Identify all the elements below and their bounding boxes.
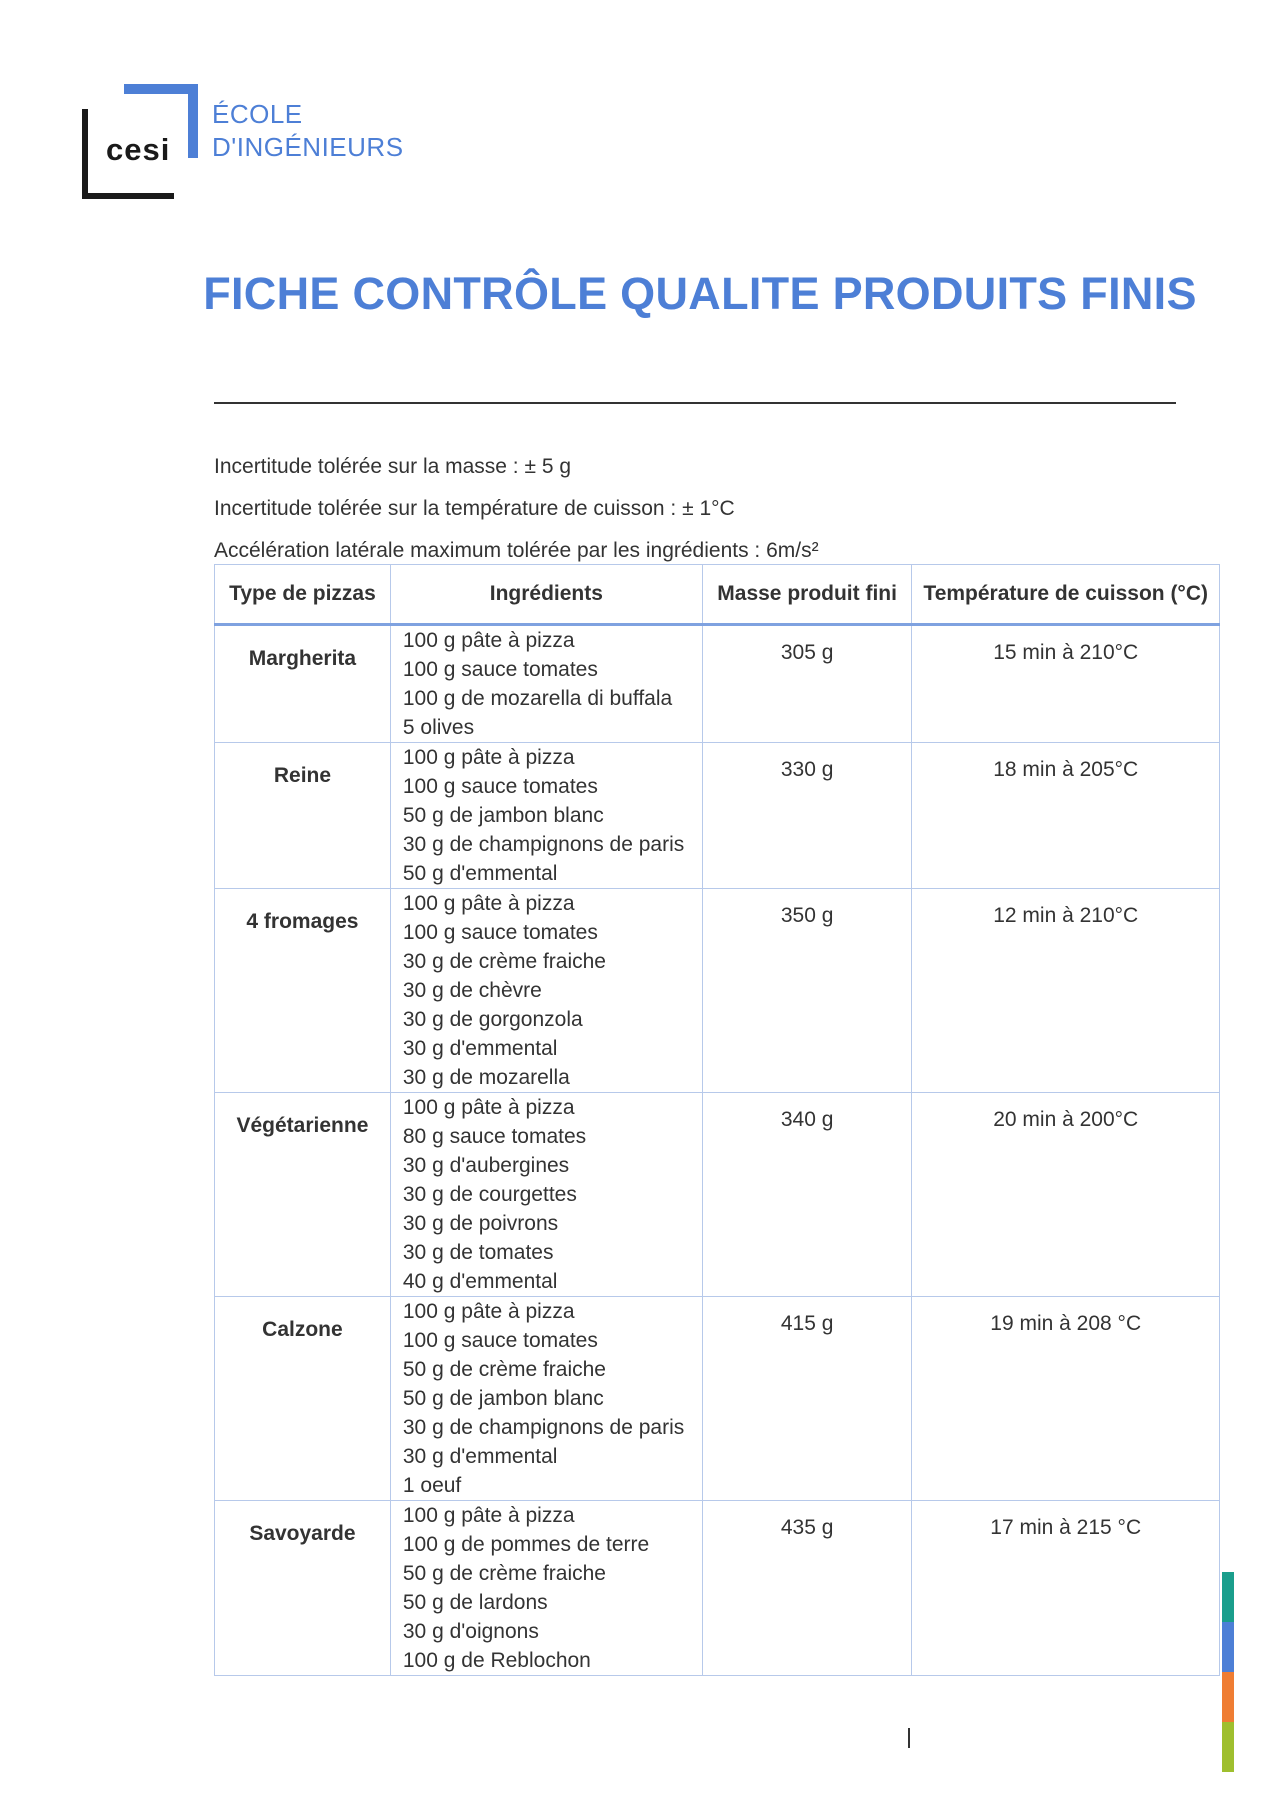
mass-cell: 435 g	[702, 1501, 912, 1676]
table-row	[215, 1093, 1220, 1297]
logo-school-line2: D'INGÉNIEURS	[212, 132, 404, 162]
ingredient-line: 100 g de mozarella di buffala	[402, 687, 673, 710]
ingredients-cell	[390, 625, 702, 743]
table-row	[215, 743, 1220, 889]
cooking-cell: 15 min à 210°C	[912, 625, 1220, 743]
side-bar-blue	[1222, 1622, 1234, 1672]
table-row	[215, 625, 1220, 743]
pizza-type-cell: Savoyarde	[215, 1501, 391, 1676]
ingredient-line: 100 g pâte à pizza	[402, 1300, 575, 1323]
ingredient-line: 30 g de crème fraiche	[402, 950, 606, 973]
ingredient-line: 50 g de jambon blanc	[402, 1387, 604, 1410]
ingredient-line: 50 g d'emmental	[402, 862, 558, 885]
ingredient-line: 30 g d'emmental	[402, 1445, 558, 1468]
header-type: Type de pizzas	[215, 565, 391, 625]
table-row	[215, 1297, 1220, 1501]
ingredients-cell	[390, 1297, 702, 1501]
ingredients-cell	[390, 1093, 702, 1297]
header-mass: Masse produit fini	[702, 565, 912, 625]
ingredient-line: 100 g sauce tomates	[402, 658, 598, 681]
ingredients-cell	[390, 1501, 702, 1676]
ingredient-line: 100 g de Reblochon	[402, 1649, 591, 1672]
ingredient-line: 30 g de gorgonzola	[402, 1008, 583, 1031]
ingredient-line: 30 g de courgettes	[402, 1183, 577, 1206]
quality-table	[214, 564, 1220, 1676]
spec-mass: Incertitude tolérée sur la masse : ± 5 g	[214, 455, 572, 478]
mass-cell: 415 g	[702, 1297, 912, 1501]
ingredient-line: 100 g de pommes de terre	[402, 1533, 650, 1556]
header-ingredients: Ingrédients	[390, 565, 702, 625]
logo-brand: cesi	[106, 132, 171, 167]
ingredient-line: 100 g sauce tomates	[402, 775, 598, 798]
ingredient-line: 40 g d'emmental	[402, 1270, 558, 1293]
ingredient-line: 100 g sauce tomates	[402, 1329, 598, 1352]
ingredient-line: 100 g pâte à pizza	[402, 746, 575, 769]
ingredient-line: 50 g de crème fraiche	[402, 1358, 606, 1381]
side-bar-green	[1222, 1722, 1234, 1772]
ingredient-line: 50 g de jambon blanc	[402, 804, 604, 827]
page-marker	[908, 1728, 910, 1748]
cooking-cell: 18 min à 205°C	[912, 743, 1220, 889]
page-title: FICHE CONTRÔLE QUALITE PRODUITS FINIS	[203, 268, 1197, 319]
pizza-type-cell: Margherita	[215, 625, 391, 743]
ingredient-line: 100 g pâte à pizza	[402, 1096, 575, 1119]
side-bar-teal	[1222, 1572, 1234, 1622]
mass-cell: 330 g	[702, 743, 912, 889]
ingredient-line: 80 g sauce tomates	[402, 1125, 587, 1148]
ingredients-cell	[390, 743, 702, 889]
table-header-row	[215, 565, 1220, 625]
mass-cell: 350 g	[702, 889, 912, 1093]
cooking-cell: 20 min à 200°C	[912, 1093, 1220, 1297]
ingredient-line: 30 g de champignons de paris	[402, 1416, 685, 1439]
ingredient-line: 30 g de champignons de paris	[402, 833, 685, 856]
ingredient-line: 30 g d'aubergines	[402, 1154, 570, 1177]
ingredient-line: 30 g de mozarella	[402, 1066, 570, 1089]
cesi-logo	[82, 84, 402, 199]
ingredient-line: 100 g sauce tomates	[402, 921, 598, 944]
logo-school-name	[212, 98, 404, 164]
pizza-type-cell: Calzone	[215, 1297, 391, 1501]
spec-temperature: Incertitude tolérée sur la température de cuisson : ± 1°C	[214, 497, 735, 520]
ingredient-line: 1 oeuf	[402, 1474, 462, 1497]
ingredient-line: 100 g pâte à pizza	[402, 629, 575, 652]
ingredient-line: 30 g d'emmental	[402, 1037, 558, 1060]
ingredient-line: 30 g de tomates	[402, 1241, 554, 1264]
ingredient-line: 30 g de chèvre	[402, 979, 542, 1002]
pizza-type-cell: 4 fromages	[215, 889, 391, 1093]
title-divider	[214, 402, 1176, 404]
ingredient-line: 100 g pâte à pizza	[402, 1504, 575, 1527]
spec-acceleration: Accélération latérale maximum tolérée par les ingrédients : 6m/s²	[214, 539, 819, 562]
ingredient-line: 50 g de lardons	[402, 1591, 548, 1614]
mass-cell: 305 g	[702, 625, 912, 743]
table-row	[215, 889, 1220, 1093]
pizza-type-cell: Reine	[215, 743, 391, 889]
mass-cell: 340 g	[702, 1093, 912, 1297]
cooking-cell: 12 min à 210°C	[912, 889, 1220, 1093]
side-bar-orange	[1222, 1672, 1234, 1722]
table-row	[215, 1501, 1220, 1676]
ingredients-cell	[390, 889, 702, 1093]
cooking-cell: 17 min à 215 °C	[912, 1501, 1220, 1676]
ingredient-line: 30 g de poivrons	[402, 1212, 559, 1235]
cooking-cell: 19 min à 208 °C	[912, 1297, 1220, 1501]
ingredient-line: 5 olives	[402, 716, 475, 739]
ingredient-line: 100 g pâte à pizza	[402, 892, 575, 915]
header-cooking: Température de cuisson (°C)	[912, 565, 1220, 625]
pizza-type-cell: Végétarienne	[215, 1093, 391, 1297]
logo-school-line1: ÉCOLE	[212, 99, 303, 129]
ingredient-line: 50 g de crème fraiche	[402, 1562, 606, 1585]
ingredient-line: 30 g d'oignons	[402, 1620, 539, 1643]
